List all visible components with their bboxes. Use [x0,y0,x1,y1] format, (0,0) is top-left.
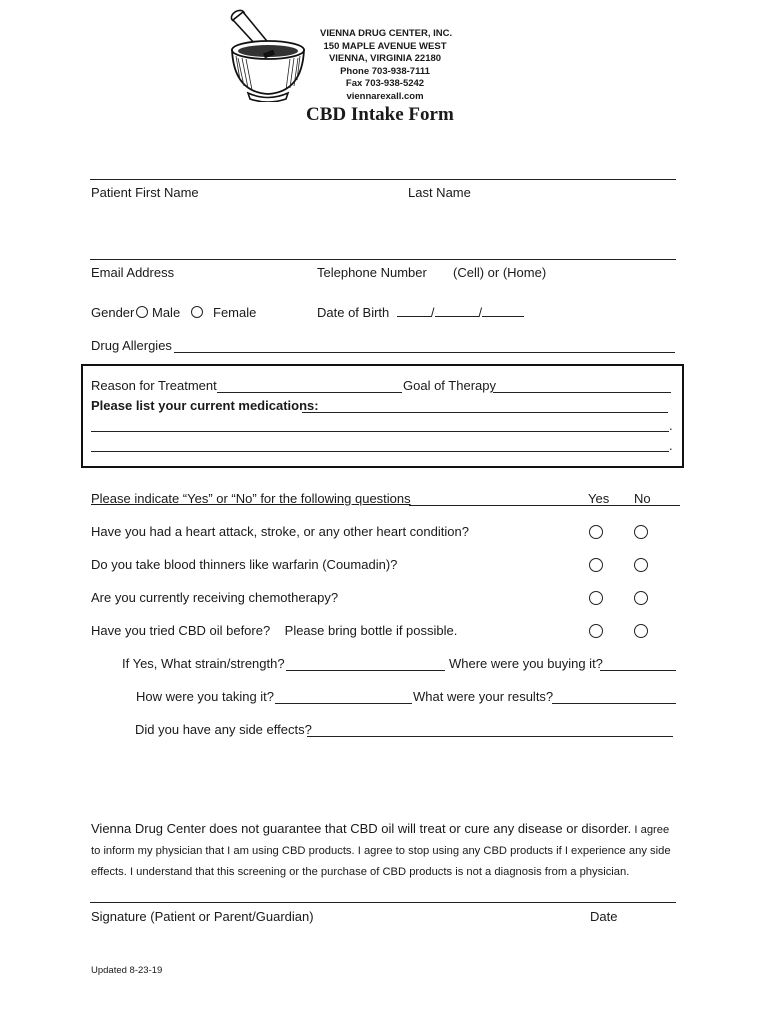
website: viennarexall.com [346,90,424,102]
form-title: CBD Intake Form [306,104,454,125]
buying-line[interactable] [600,670,676,671]
email-label: Email Address [91,265,175,280]
cell-home-label: (Cell) or (Home) [453,265,547,280]
signature-line[interactable] [90,902,676,903]
goal-line[interactable] [493,392,671,393]
heart-no-radio[interactable] [634,525,648,539]
updated-date: Updated 8-23-19 [91,965,163,976]
fax-number: Fax 703-938-5242 [345,78,425,90]
period-1: . [669,418,673,433]
results-label: What were your results? [413,689,554,704]
strain-line[interactable] [286,670,445,671]
side-effects-line[interactable] [307,736,673,737]
questions-header: Please indicate “Yes” or “No” for the following questions [91,491,411,506]
results-line[interactable] [552,703,676,704]
question-chemotherapy: Are you currently receiving chemotherapy? [91,590,339,605]
question-cbd-before: Have you tried CBD oil before? Please bring bottle if possible. [91,623,458,638]
drug-allergies-label: Drug Allergies [91,338,172,353]
email-phone-line[interactable] [90,259,676,260]
side-effects-label: Did you have any side effects? [135,722,312,737]
question-heart: Have you had a heart attack, stroke, or any other heart condition? [91,524,469,539]
female-label: Female [213,305,257,320]
first-name-label: Patient First Name [91,185,199,200]
reason-label: Reason for Treatment [91,378,217,393]
gender-label: Gender [91,305,135,320]
blood-thinners-no-radio[interactable] [634,558,648,572]
disclaimer-rest: I agree to inform my physician that I am using CBD products. I agree to stop using any CBD products if I experience any side effects. I understand that this screening or the purchase of CBD products is not a diagnosis from a physician. [91,824,671,878]
heart-yes-radio[interactable] [589,525,603,539]
female-radio[interactable] [191,306,203,318]
medications-line-2[interactable] [91,431,669,432]
reason-line[interactable] [217,392,402,393]
cbd-before-no-radio[interactable] [634,624,648,638]
medications-label: Please list your current medications: [91,398,319,413]
name-line[interactable] [90,179,676,180]
dob-label: Date of Birth [317,305,390,320]
drug-allergies-line[interactable] [174,352,675,353]
disclaimer-lead: Vienna Drug Center does not guarantee that CBD oil will treat or cure any disease or disorder. [91,821,632,836]
last-name-label: Last Name [408,185,471,200]
disclaimer [91,819,681,882]
phone-number: Phone 703-938-7111 [340,65,430,77]
taking-label: How were you taking it? [136,689,275,704]
pharmacy-address [320,28,453,104]
taking-line[interactable] [275,703,412,704]
buying-label: Where were you buying it? [449,656,603,671]
company-name: VIENNA DRUG CENTER, INC. [320,28,453,39]
signature-label: Signature (Patient or Parent/Guardian) [91,909,314,924]
male-radio[interactable] [136,306,148,318]
address-line-1: 150 MAPLE AVENUE WEST [323,40,447,52]
telephone-label: Telephone Number [317,265,427,280]
medications-line-1[interactable] [302,412,668,413]
date-label: Date [590,909,618,924]
cbd-before-yes-radio[interactable] [589,624,603,638]
no-header: No [634,491,651,506]
question-blood-thinners: Do you take blood thinners like warfarin (Coumadin)? [91,557,398,572]
dob-field[interactable]: Date of Birth / / [317,305,524,320]
yes-header: Yes [588,491,610,506]
chemotherapy-no-radio[interactable] [634,591,648,605]
address-line-2: VIENNA, VIRGINIA 22180 [328,53,442,65]
medications-line-3[interactable] [91,451,669,452]
male-label: Male [152,305,181,320]
period-2: . [669,438,673,453]
chemotherapy-yes-radio[interactable] [589,591,603,605]
mortar-pestle-icon [224,6,310,102]
strain-label: If Yes, What strain/strength? [122,656,285,671]
blood-thinners-yes-radio[interactable] [589,558,603,572]
goal-label: Goal of Therapy [403,378,496,393]
